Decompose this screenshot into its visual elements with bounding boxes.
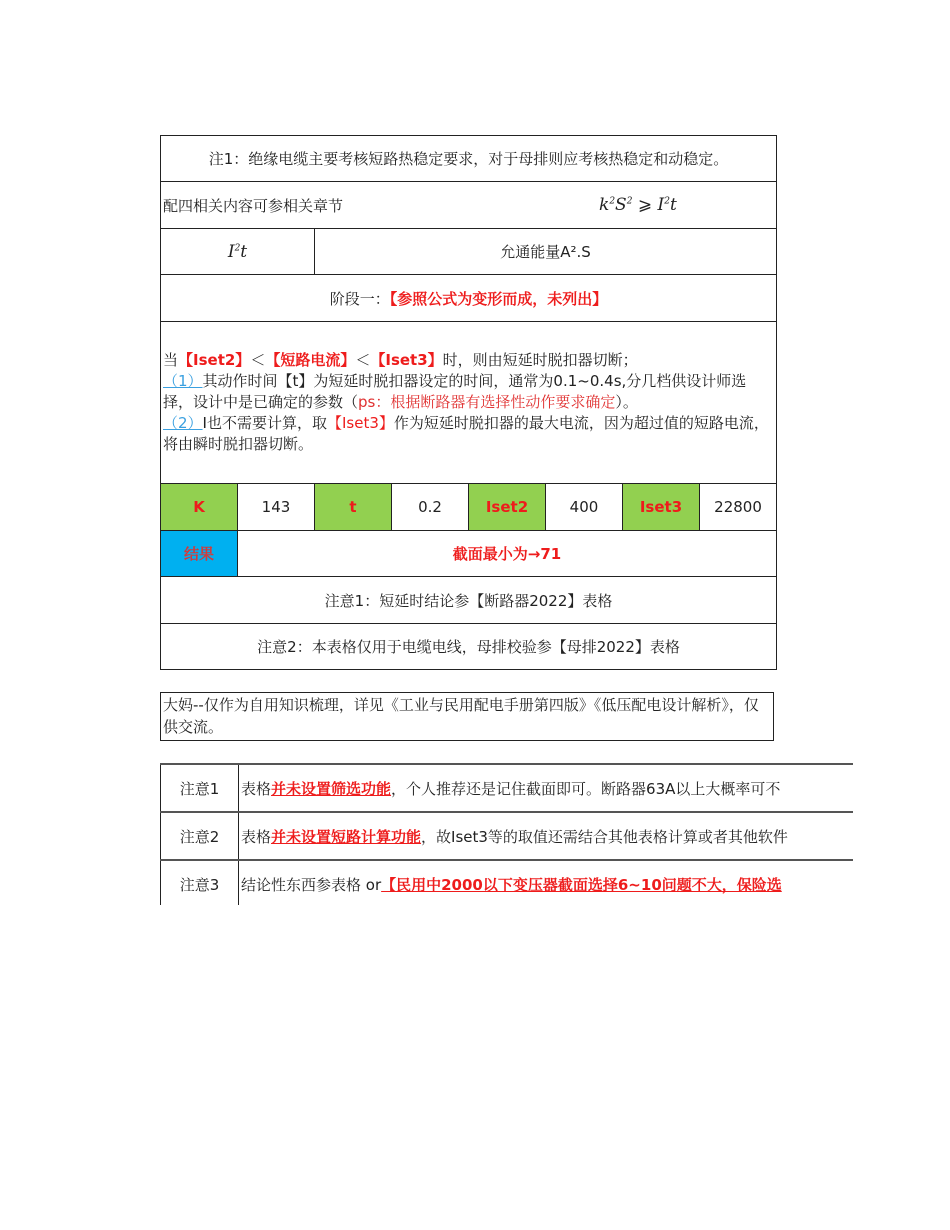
notes-row <box>161 812 854 860</box>
param-label-t: t <box>315 484 392 531</box>
param-label-iset2: Iset2 <box>469 484 546 531</box>
notes-label: 注意3 <box>161 860 239 905</box>
i2t-formula: $I^2t$ <box>227 241 248 262</box>
params-row <box>161 484 777 531</box>
param-value-k[interactable]: 143 <box>238 484 315 531</box>
notes-row <box>161 764 854 812</box>
explanation-text: 当【Iset2】＜【短路电流】＜【Iset3】时，则由短延时脱扣器切断； （1）其动作时间【t】为短延时脱扣器设定的时间，通常为0.1~0.4s,分几档供设计师选择，设计中是已确定的参数（ps：根据断路器有选择性动作要求确定）。 （2）Ⅰ也不需要计算，取【Iset3】作为短延时脱扣器的最大电流，因为超过值的短路电流，将由瞬时脱扣器切断。 <box>161 322 777 484</box>
param-label-k: K <box>161 484 238 531</box>
notes-label: 注意1 <box>161 764 239 812</box>
param-value-t[interactable]: 0.2 <box>392 484 469 531</box>
note-2: 注意2：本表格仅用于电缆电线，母排校验参【母排2022】表格 <box>161 624 777 670</box>
notes-label: 注意2 <box>161 812 239 860</box>
disclaimer-box: 大妈--仅作为自用知识梳理，详见《工业与民用配电手册第四版》《低压配电设计解析》，仅供交流。 <box>160 692 774 741</box>
notes-text: 表格并未设置短路计算功能，故Iset3等的取值还需结合其他表格计算或者其他软件 <box>239 812 854 860</box>
param-label-iset3: Iset3 <box>623 484 700 531</box>
reference-text: 配四相关内容可参相关章节 <box>163 196 344 215</box>
i2t-description: 允通能量A².S <box>315 229 777 275</box>
notes-row <box>161 860 854 905</box>
stage-row: 阶段一：【参照公式为变形而成，未列出】 <box>161 275 777 322</box>
thermal-formula: $k^2S^2$ ⩾ $I^2t$ <box>599 195 677 215</box>
param-value-iset2[interactable]: 400 <box>546 484 623 531</box>
calc-table <box>160 135 777 670</box>
i2t-symbol-cell <box>161 229 315 275</box>
note-1: 注意1：短延时结论参【断路器2022】表格 <box>161 577 777 624</box>
notes-text: 表格并未设置筛选功能，个人推荐还是记住截面即可。断路器63A以上大概率可不 <box>239 764 854 812</box>
notes-text: 结论性东西参表格 or【民用中2000以下变压器截面选择6~10问题不大，保险选 <box>239 860 854 905</box>
note-heading: 注1：绝缘电缆主要考核短路热稳定要求，对于母排则应考核热稳定和动稳定。 <box>161 136 777 182</box>
reference-row <box>161 182 777 229</box>
notes-table <box>160 763 853 905</box>
result-label: 结果 <box>161 531 238 577</box>
param-value-iset3[interactable]: 22800 <box>700 484 777 531</box>
result-value: 截面最小为→71 <box>238 531 777 577</box>
